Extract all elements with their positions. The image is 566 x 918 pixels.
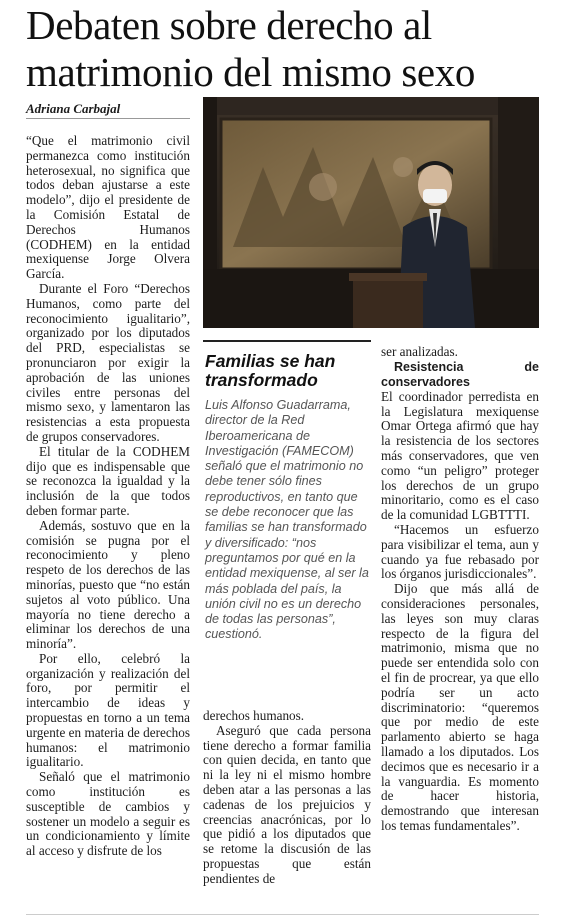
column-3	[381, 345, 539, 834]
paragraph: El coordinador perredista en la Legislatura mexiquense Omar Ortega afirmó que hay la resistencia de los sectores más conservadores, que ven como “un peligro” proteger los derechos de un grupo minoritario, como es el caso de la comunidad LGBTTTI.	[381, 388, 539, 523]
headline: Debaten sobre derecho al matrimonio del mismo sexo	[26, 2, 475, 95]
column-1	[26, 134, 190, 859]
paragraph: Por ello, celebró la organización y realización del foro, por permitir el intercambio de ideas y propuestas en torno a un tema urgente en materia de derechos humanos: el matrimonio igualitario.	[26, 650, 190, 770]
sidebar-text: Luis Alfonso Guadarrama, director de la Red Iberoamericana de Investigación (FAMECOM) señaló que el matrimonio no debe tener sólo fines reproductivos, en tanto que se debe reconocer que las familias se han transformado y diversificado: “nos preguntamos por qué en la entidad mexiquense, al ser la más poblada del país, la unión civil no es un derecho de todas las personas”, cuestionó.	[205, 398, 369, 642]
paragraph: “Hacemos un esfuerzo para visibilizar el tema, aun y cuando ya fue rebasado por los órganos jurisdiccionales”.	[381, 521, 539, 582]
sidebar-box	[203, 340, 371, 697]
paragraph: derechos humanos.	[203, 708, 305, 723]
bottom-rule	[26, 914, 539, 915]
paragraph: Durante el Foro “Derechos Humanos, como parte del reconocimiento igualitario”, organizado por los diputados del PRD, especialistas se pronunciaron por exigir la aprobación de las uniones civiles entre personas del mismo sexo, y lamentaron las resistencias a esta propuesta de grupos conservadores.	[26, 280, 190, 444]
photo-image	[203, 97, 539, 328]
paragraph: “Que el matrimonio civil permanezca como institución heterosexual, no significa que todos deban ajustarse a este modelo”, dijo el presidente de la Comisión Estatal de Derechos Humanos (CODHEM) en la entidad mexiquense Jorge Olvera García.	[26, 133, 190, 282]
byline-rule	[26, 118, 190, 119]
column-2	[203, 709, 371, 887]
paragraph: Señaló que el matrimonio como institución es susceptible de cambios y sostener un modelo a seguir es un condicionamiento y límite al acceso y disfrute de los	[26, 769, 190, 859]
paragraph: Aseguró que cada persona tiene derecho a formar familia con quien decida, en tanto que ni la ley ni el mismo hombre deben atar a las personas a las cadenas de los prejuicios y creencias anacrónicas, por lo que pidió a los diputados que se retome la discusión de las propuestas que están pendientes de	[203, 722, 371, 886]
paragraph: Además, sostuvo que en la comisión se pugna por el reconocimiento y pleno respeto de los derechos de las minorías, puesto que “no están sujetos al voto público. Una mayoría no tiene derecho a eliminar los derechos de una minoría”.	[26, 517, 190, 652]
paragraph: Dijo que más allá de consideraciones personales, las leyes son muy claras respecto de la figura del matrimonio, misma que no puede ser entendida solo con el fin de procrear, ya que ello podría ser un acto discriminatorio: “queremos que por medio de este parlamento abierto se haga llamado a los diputados. Los decimos que es necesario ir a la vanguardia. Es momento de hacer historia, demostrando que interesan los temas fundamentales”.	[381, 581, 539, 833]
article-photo	[203, 97, 539, 328]
sidebar-title: Familias se han transformado	[205, 351, 336, 390]
paragraph: ser analizadas.	[381, 344, 458, 359]
paragraph: El titular de la CODHEM dijo que es indispensable que se reconozca la igualdad y la inclusión de la que todos deben formar parte.	[26, 443, 190, 518]
byline: Adriana Carbajal	[26, 101, 121, 116]
subheading: Resistencia de conservadores	[381, 359, 539, 389]
